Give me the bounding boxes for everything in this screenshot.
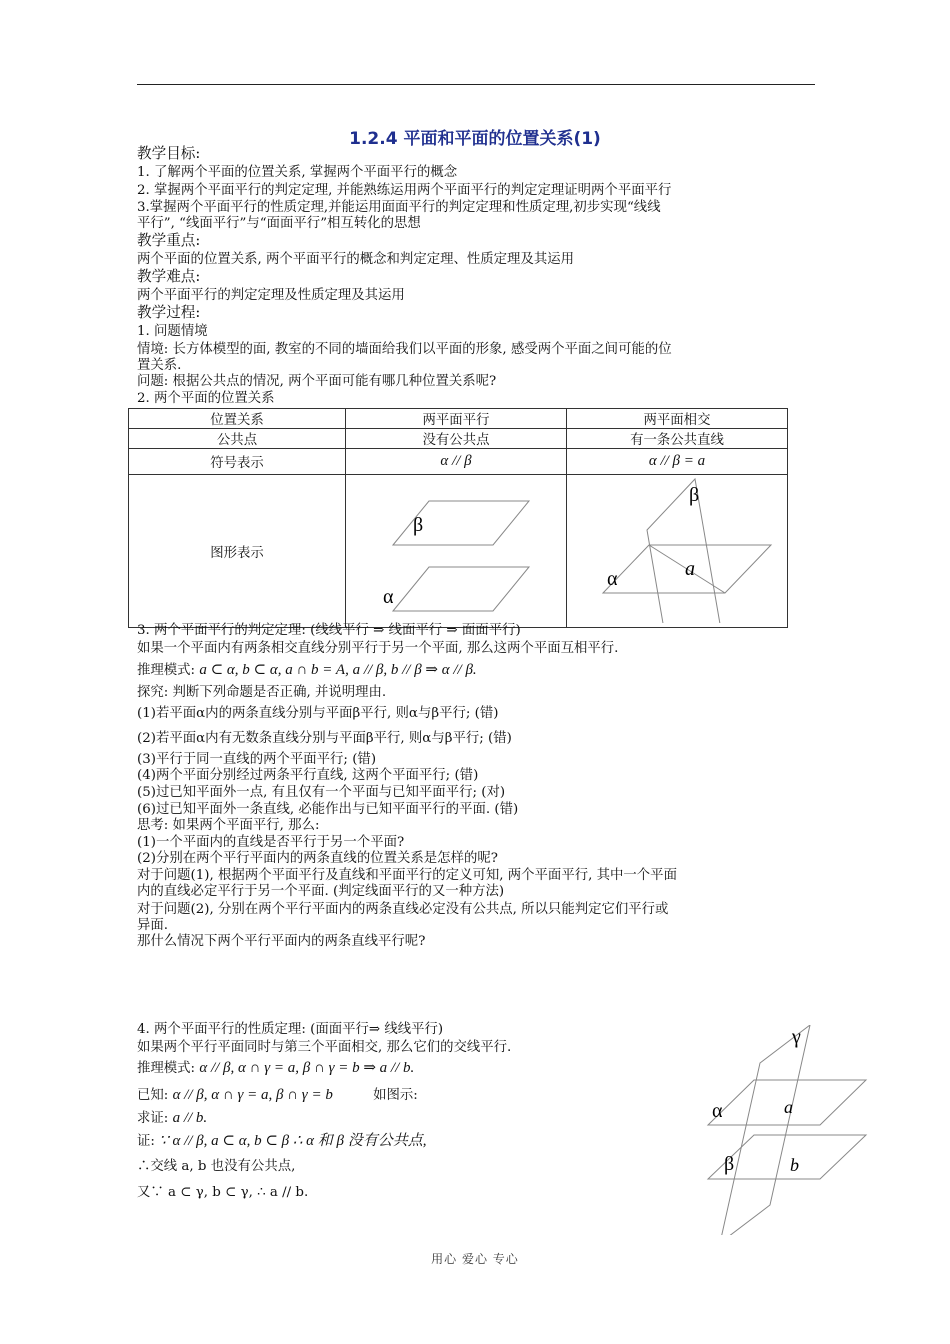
table-cell: α // β: [346, 449, 567, 475]
proof-line: 又∵ a ⊂ γ, b ⊂ γ, ∴ a // b.: [137, 1185, 309, 1200]
think-line: 那什么情况下两个平行平面内的两条直线平行呢?: [137, 934, 426, 949]
table-header: 两平面相交: [567, 409, 788, 429]
explore-heading: 探究: 判断下列命题是否正确, 并说明理由.: [137, 685, 387, 700]
process-heading: 教学过程:: [137, 304, 201, 321]
think-line: (1)一个平面内的直线是否平行于另一个平面?: [137, 835, 405, 850]
model-formula: α // β, α ∩ γ = a, β ∩ γ = b ⇒ a // b.: [199, 1060, 415, 1076]
prove-formula: a // b.: [172, 1110, 208, 1126]
alpha-label: α: [712, 1100, 723, 1122]
section3-heading: 3. 两个平面平行的判定定理: (线线平行 ⇒ 线面平行 ⇒ 面面平行): [137, 623, 521, 638]
difficulties-text: 两个平面平行的判定定理及性质定理及其运用: [137, 288, 405, 303]
table-cell: 没有公共点: [346, 429, 567, 449]
explore-item: (3)平行于同一直线的两个平面平行; (错): [137, 752, 377, 767]
page-footer: 用心 爱心 专心: [431, 1252, 519, 1266]
model-label: 推理模式:: [137, 1061, 196, 1076]
explore-item: (2)若平面α内有无数条直线分别与平面β平行, 则α与β平行; (错): [137, 731, 512, 746]
model-formula: a ⊂ α, b ⊂ α, a ∩ b = A, a // β, b // β ⇒ α // β.: [199, 662, 477, 678]
table-header: 位置关系: [129, 409, 346, 429]
goals-heading: 教学目标:: [137, 145, 201, 162]
goal-item: 平行”, “线面平行”与“面面平行”相互转化的思想: [137, 216, 421, 231]
a-label: a: [784, 1097, 793, 1117]
prove-line: [137, 1110, 207, 1127]
parallel-planes-figure: [347, 475, 565, 623]
think-line: (2)分别在两个平行平面内的两条直线的位置关系是怎样的呢?: [137, 851, 498, 866]
section3-model: [137, 662, 477, 679]
think-line: 对于问题(1), 根据两个平面平行及直线和平面平行的定义可知, 两个平面平行, 其中一个平面: [137, 868, 677, 883]
beta-label: β: [413, 514, 424, 536]
table-row: [129, 449, 788, 475]
figure-cell-intersect: [567, 475, 788, 628]
explore-item: (5)过已知平面外一点, 有且仅有一个平面与已知平面平行; (对): [137, 785, 506, 800]
section3-statement: 如果一个平面内有两条相交直线分别平行于另一个平面, 那么这两个平面互相平行.: [137, 641, 619, 656]
process-line: 问题: 根据公共点的情况, 两个平面可能有哪几种位置关系呢?: [137, 374, 497, 389]
think-line: 思考: 如果两个平面平行, 那么:: [137, 818, 320, 833]
header-rule: [137, 84, 815, 85]
table-header: 两平面平行: [346, 409, 567, 429]
proof-label: 证:: [137, 1134, 155, 1149]
model-label: 推理模式:: [137, 663, 196, 678]
goal-item: 3.掌握两个平面平行的性质定理,并能运用面面平行的判定定理和性质定理,初步实现“线线: [137, 200, 661, 215]
difficulties-heading: 教学难点:: [137, 268, 201, 285]
plane-gamma: [720, 1025, 810, 1235]
table-cell: 图形表示: [129, 475, 346, 628]
proof-line: ∴交线 a, b 也没有公共点,: [137, 1159, 296, 1174]
goal-item: 2. 掌握两个平面平行的判定定理, 并能熟练运用两个平面平行的判定定理证明两个平面平行: [137, 183, 672, 198]
b-label: b: [790, 1155, 799, 1175]
given-line: [137, 1087, 418, 1104]
goal-item: 1. 了解两个平面的位置关系, 掌握两个平面平行的概念: [137, 165, 458, 180]
property-theorem-figure: [700, 1025, 870, 1235]
proof-line: [137, 1133, 427, 1150]
beta-label: β: [689, 484, 700, 506]
intersecting-planes-figure: [567, 475, 787, 623]
section4-statement: 如果两个平行平面同时与第三个平面相交, 那么它们的交线平行.: [137, 1040, 512, 1055]
table-row: [129, 429, 788, 449]
explore-item: (6)过已知平面外一条直线, 必能作出与已知平面平行的平面. (错): [137, 802, 519, 817]
position-table: [128, 408, 788, 628]
proof-step: ∵ α // β, a ⊂ α, b ⊂ β ∴ α 和 β 没有公共点,: [159, 1133, 427, 1149]
given-formula: α // β, α ∩ γ = a, β ∩ γ = b: [172, 1087, 333, 1103]
process-line: 2. 两个平面的位置关系: [137, 391, 275, 406]
alpha-label: α: [383, 586, 394, 608]
table-cell: α // β = a: [567, 449, 788, 475]
section4-model: [137, 1060, 414, 1077]
gamma-label: γ: [792, 1026, 801, 1048]
page-title: 1.2.4 平面和平面的位置关系(1): [349, 129, 601, 149]
table-cell: 公共点: [129, 429, 346, 449]
explore-item: (1)若平面α内的两条直线分别与平面β平行, 则α与β平行; (错): [137, 706, 499, 721]
figure-cell-parallel: [346, 475, 567, 628]
table-row: [129, 409, 788, 429]
a-label: a: [685, 558, 695, 580]
think-line: 对于问题(2), 分别在两个平行平面内的两条直线必定没有公共点, 所以只能判定它们平行或: [137, 902, 669, 917]
key-points-heading: 教学重点:: [137, 232, 201, 249]
table-cell: 符号表示: [129, 449, 346, 475]
explore-item: (4)两个平面分别经过两条平行直线, 这两个平面平行; (错): [137, 768, 479, 783]
plane-alpha: [393, 567, 529, 611]
key-points-text: 两个平面的位置关系, 两个平面平行的概念和判定定理、性质定理及其运用: [137, 252, 575, 267]
process-line: 1. 问题情境: [137, 324, 208, 339]
prove-label: 求证:: [137, 1111, 169, 1126]
beta-label: β: [724, 1153, 735, 1175]
process-line: 置关系.: [137, 358, 182, 373]
given-label: 已知:: [137, 1088, 169, 1103]
process-line: 情境: 长方体模型的面, 教室的不同的墙面给我们以平面的形象, 感受两个平面之间可能的位: [137, 342, 672, 357]
alpha-label: α: [607, 568, 618, 590]
think-line: 内的直线必定平行于另一个平面. (判定线面平行的又一种方法): [137, 884, 505, 899]
as-shown-label: 如图示:: [373, 1088, 418, 1103]
section4-heading: 4. 两个平面平行的性质定理: (面面平行⇒ 线线平行): [137, 1022, 444, 1037]
think-line: 异面.: [137, 918, 169, 933]
table-cell: 有一条公共直线: [567, 429, 788, 449]
table-row: [129, 475, 788, 628]
